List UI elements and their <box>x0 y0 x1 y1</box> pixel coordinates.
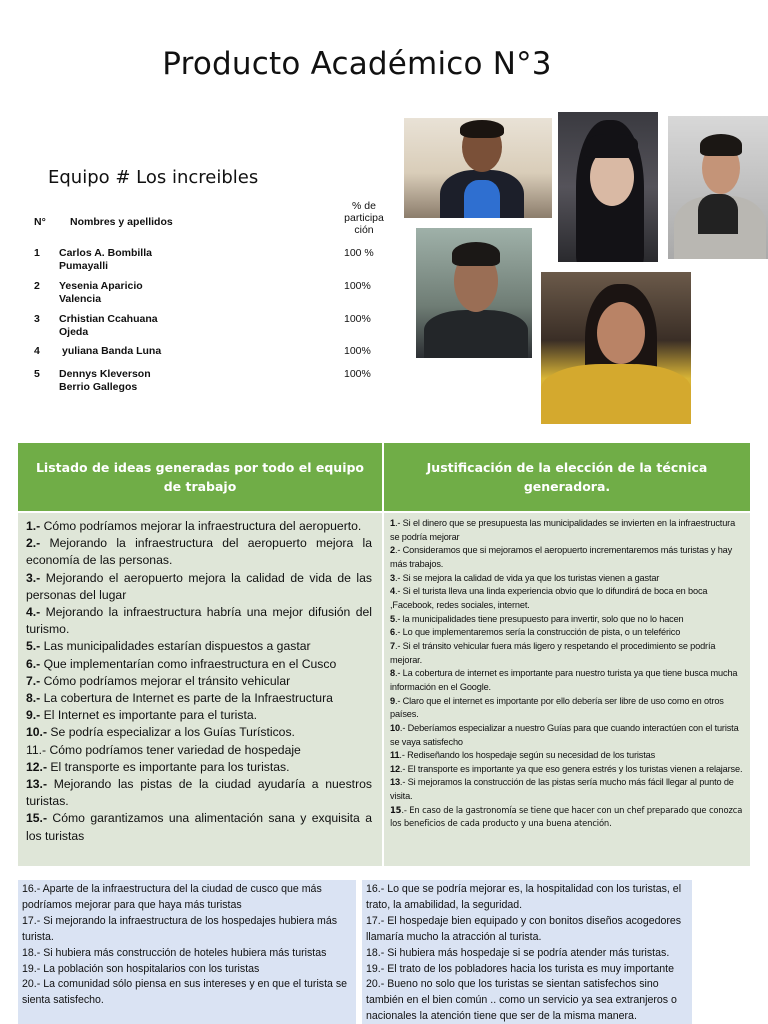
list-item: 13.- Mejorando las pistas de la ciudad ayudaría a nuestros turistas. <box>26 777 372 809</box>
list-item: 17.- Si mejorando la infraestructura de los hospedajes hubiera más turista. <box>22 914 338 943</box>
member-photo <box>416 228 532 358</box>
list-item: 13.- Si mejoramos la construcción de las pistas sería mucho más fácil llegar al punto de visita. <box>390 777 734 802</box>
list-item: 16.- Lo que se podría mejorar es, la hospitalidad con los turistas, el trato, la amabilidad, la seguridad. <box>366 883 682 911</box>
col-name-header: Nombres y apellidos <box>70 216 173 228</box>
member-pct: 100% <box>344 345 371 357</box>
ideas-table <box>18 443 750 866</box>
list-item: 5.- la municipalidades tiene presupuesto para invertir, solo que no lo hacen <box>390 613 684 624</box>
list-item: 16.- Aparte de la infraestructura del la ciudad de cusco que más podríamos mejorar para que haya más turistas <box>22 883 322 911</box>
list-item: 11.- Rediseñando los hospedaje según su necesidad de los turistas <box>390 750 656 761</box>
list-item: 11.- Cómo podríamos tener variedad de hospedaje <box>26 742 301 757</box>
list-item: 20.- Bueno no solo que los turistas se sientan satisfechos sino también en el bien común .. como un servicio ya sea extranjeros o nacionales la atención tiene que ser de la misma manera. <box>366 978 677 1023</box>
ideas-header: Listado de ideas generadas por todo el equipo de trabajo <box>18 443 382 511</box>
list-item: 20.- La comunidad sólo piensa en sus intereses y en que el turista se sienta satisfecho. <box>22 978 348 1007</box>
member-number: 3 <box>34 313 40 325</box>
list-item: 10.- Deberíamos especializar a nuestro Guías para que cuando interactúen con el turista se vaya satisfecho <box>390 722 739 747</box>
list-item: 7.- Si el tránsito vehicular fuera más ligero y respetando el procedimiento se podría mejorar. <box>390 640 716 665</box>
list-item: 10.- Se podría especializar a los Guías Turísticos. <box>26 725 295 740</box>
member-name: Yesenia Aparicio Valencia <box>59 280 143 305</box>
justification-list <box>384 513 750 866</box>
member-photo <box>404 118 552 218</box>
member-name: Dennys Kleverson Berrio Gallegos <box>59 368 151 393</box>
member-photo <box>668 116 768 259</box>
list-item: 15.- Cómo garantizamos una alimentación sana y exquisita a los turistas <box>26 811 372 843</box>
list-item: 5.- Las municipalidades estarían dispuestos a gastar <box>26 639 311 654</box>
justification-header: Justificación de la elección de la técnica generadora. <box>384 443 750 511</box>
member-number: 1 <box>34 247 40 259</box>
list-item: 8.- La cobertura de Internet es parte de la Infraestructura <box>26 691 333 706</box>
list-item: 19.- La población son hospitalarios con los turistas <box>22 962 260 975</box>
member-pct: 100% <box>344 280 371 292</box>
list-item: 1.- Si el dinero que se presupuesta las municipalidades se invierten en la infraestructura se podría mejorar <box>390 518 736 542</box>
list-item: 18.- Si hubiera más hospedaje si se podría atender más turistas. <box>366 946 670 959</box>
extra-ideas-box <box>18 880 356 1024</box>
list-item: 7.- Cómo podríamos mejorar el tránsito vehicular <box>26 673 291 688</box>
list-item: 9.- El Internet es importante para el turista. <box>26 708 258 723</box>
list-item: 4.- Mejorando la infraestructura habría una mejor difusión del turismo. <box>26 605 372 637</box>
list-item: 3.- Si se mejora la calidad de vida ya que los turistas vienen a gastar <box>390 572 660 583</box>
member-pct: 100 % <box>344 247 374 259</box>
member-pct: 100% <box>344 313 371 325</box>
list-item: 3.- Mejorando el aeropuerto mejora la calidad de vida de las personas del lugar <box>26 570 372 602</box>
list-item: 17.- El hospedaje bien equipado y con bonitos diseños acogedores llamaría mucho la atracción al turista. <box>366 914 682 943</box>
member-number: 2 <box>34 280 40 292</box>
list-item: 9.- Claro que el internet es importante por ello debería ser libre de uso como en otros países. <box>390 695 724 720</box>
list-item: 4.- Si el turista lleva una linda experiencia obvio que lo difundirá de boca en boca ,Facebook, redes sociales, internet. <box>390 586 708 610</box>
member-name: yuliana Banda Luna <box>62 345 162 357</box>
col-number-header: N° <box>34 216 46 228</box>
list-item: 19.- El trato de los pobladores hacia los turista es muy importante <box>366 962 674 975</box>
member-photo <box>558 112 658 262</box>
list-item: 1.- Cómo podríamos mejorar la infraestructura del aeropuerto. <box>26 519 362 533</box>
list-item: 8.- La cobertura de internet es importante para nuestro turista ya que tiene busca mucha información en el Google. <box>390 668 738 692</box>
member-photo <box>541 272 691 424</box>
member-name: Carlos A. Bombilla Pumayalli <box>59 247 152 272</box>
member-name: Crhistian Ccahuana Ojeda <box>59 313 158 338</box>
list-item: 12.- El transporte es importante ya que eso genera estrés y los turistas vienen a relajarse. <box>390 763 743 774</box>
list-item: 15.- En caso de la gastronomía se tiene que hacer con un chef preparado que conozca los beneficios de cada producto y una buena atención. <box>390 804 743 829</box>
col-pct-header: % de participa ción <box>344 200 384 236</box>
list-item: 18.- Si hubiera más construcción de hoteles hubiera más turistas <box>22 946 327 959</box>
list-item: 12.- El transporte es importante para los turistas. <box>26 759 290 774</box>
member-pct: 100% <box>344 368 371 380</box>
member-number: 4 <box>34 345 40 357</box>
list-item: 6.- Lo que implementaremos sería la construcción de pista, o un teleférico <box>390 627 681 638</box>
member-number: 5 <box>34 368 40 380</box>
list-item: 6.- Que implementarían como infraestructura en el Cusco <box>26 656 337 671</box>
ideas-list <box>18 513 382 866</box>
list-item: 2.- Mejorando la infraestructura del aeropuerto mejora la economía de las personas. <box>26 536 372 568</box>
team-name: Equipo # Los increibles <box>48 167 259 188</box>
page-title: Producto Académico N°3 <box>162 46 552 82</box>
extra-justification-box <box>362 880 692 1024</box>
list-item: 2.- Consideramos que si mejoramos el aeropuerto incrementaremos más turistas y hay más trabajos. <box>390 545 733 569</box>
